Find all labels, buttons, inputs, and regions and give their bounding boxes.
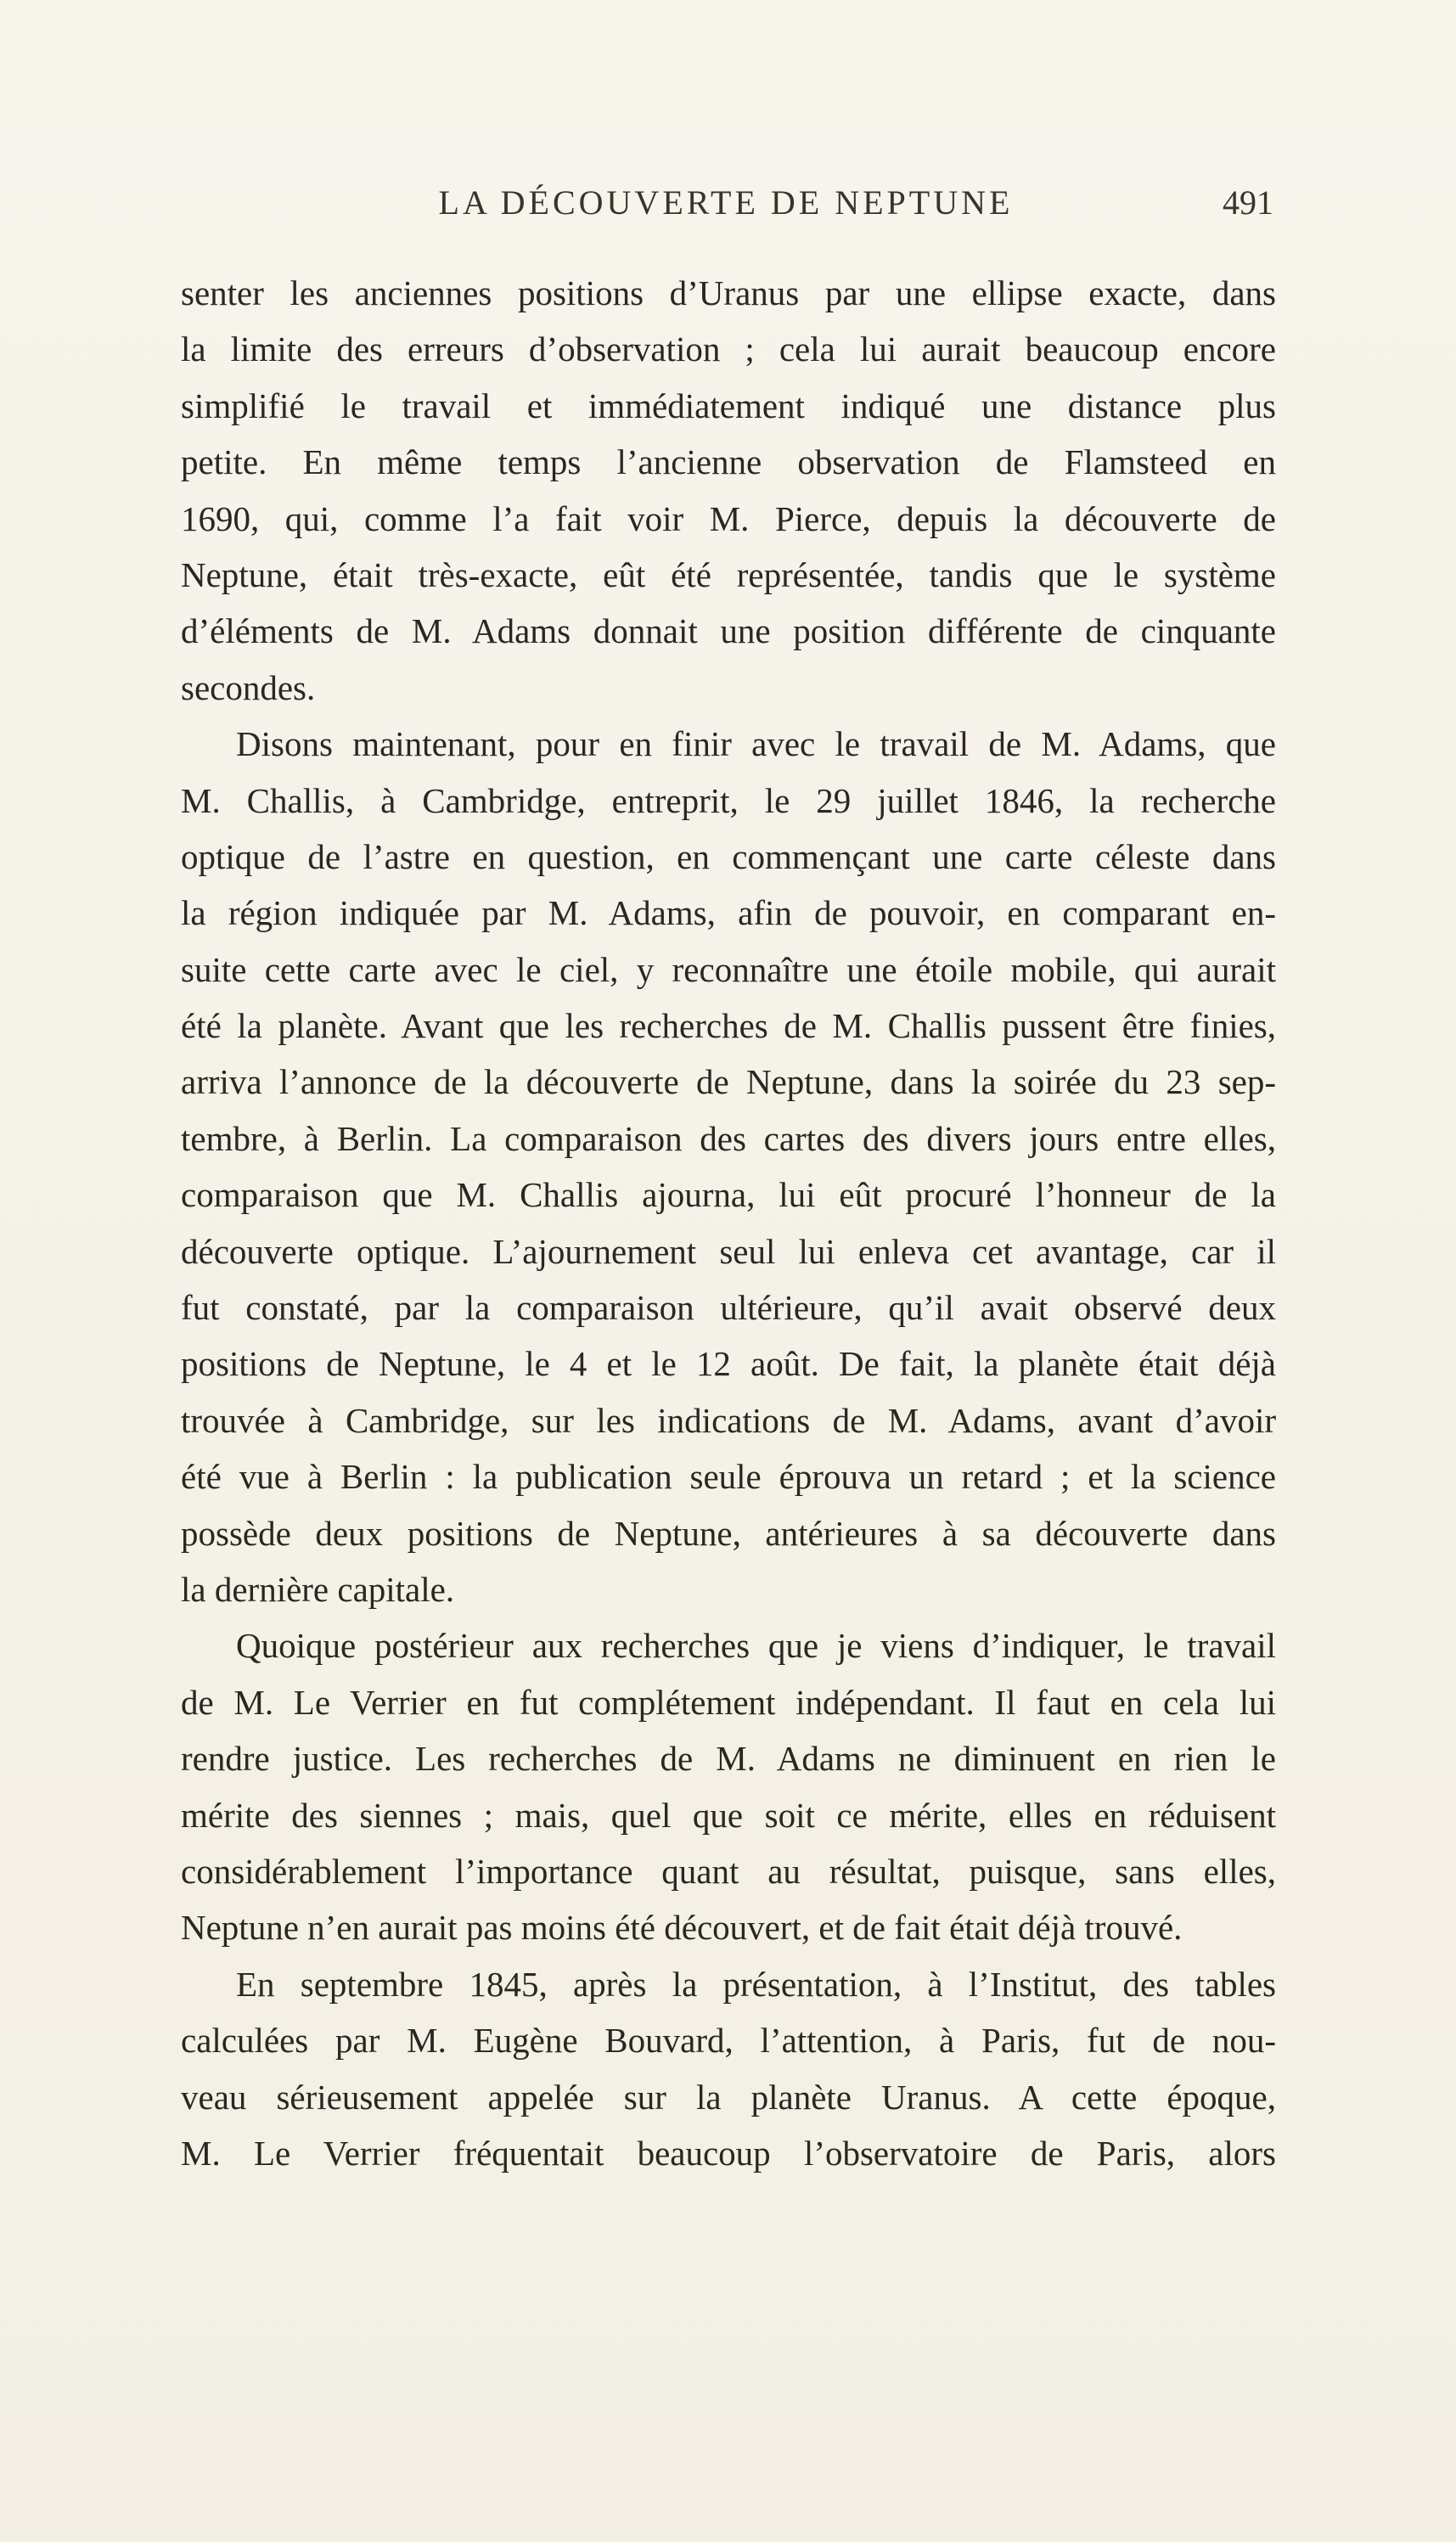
text-line: rendre justice. Les recherches de M. Adams ne diminuent en rien le (181, 1739, 1276, 1779)
text-line: la région indiquée par M. Adams, afin de pouvoir, en comparant en- (181, 893, 1276, 933)
text-line: positions de Neptune, le 4 et le 12 août. De fait, la planète était déjà (181, 1344, 1276, 1384)
running-title: LA DÉCOUVERTE DE NEPTUNE (438, 183, 1014, 222)
text-line: 1690, qui, comme l’a fait voir M. Pierce, depuis la découverte de (181, 498, 1276, 538)
text-line: Quoique postérieur aux recherches que je viens d’indiquer, le travail (236, 1626, 1276, 1666)
text-line: comparaison que M. Challis ajourna, lui eût procuré l’honneur de la (181, 1175, 1276, 1215)
text-line: M. Challis, à Cambridge, entreprit, le 29 juillet 1846, la recherche (181, 780, 1276, 820)
page-number: 491 (1223, 183, 1273, 222)
text-line: la dernière capitale. (181, 1569, 455, 1609)
text-line: Neptune n’en aurait pas moins été découvert, et de fait était déjà trouvé. (181, 1908, 1183, 1948)
text-line: optique de l’astre en question, en commençant une carte céleste dans (181, 836, 1276, 876)
running-head (178, 183, 1273, 233)
text-line: Disons maintenant, pour en finir avec le travail de M. Adams, que (236, 724, 1276, 764)
text-line: M. Le Verrier fréquentait beaucoup l’observatoire de Paris, alors (181, 2133, 1276, 2173)
text-line: En septembre 1845, après la présentation, à l’Institut, des tables (236, 1964, 1276, 2004)
text-line: découverte optique. L’ajournement seul lui enleva cet avantage, car il (181, 1231, 1276, 1271)
text-line: été la planète. Avant que les recherches de M. Challis pussent être finies, (181, 1006, 1276, 1046)
text-line: trouvée à Cambridge, sur les indications de M. Adams, avant d’avoir (181, 1400, 1276, 1440)
text-line: la limite des erreurs d’observation ; cela lui aurait beaucoup encore (181, 329, 1276, 369)
text-line: considérablement l’importance quant au résultat, puisque, sans elles, (181, 1851, 1276, 1891)
text-line: d’éléments de M. Adams donnait une position différente de cinquante (181, 611, 1276, 651)
body-text (181, 265, 1276, 2181)
text-line: veau sérieusement appelée sur la planète Uranus. A cette époque, (181, 2077, 1276, 2117)
text-line: petite. En même temps l’ancienne observation de Flamsteed en (181, 442, 1276, 482)
text-line: arriva l’annonce de la découverte de Neptune, dans la soirée du 23 sep- (181, 1062, 1276, 1102)
text-line: simplifié le travail et immédiatement indiqué une distance plus (181, 385, 1276, 425)
text-line: Neptune, était très-exacte, eût été représentée, tandis que le système (181, 554, 1276, 594)
text-line: possède deux positions de Neptune, antérieures à sa découverte dans (181, 1513, 1276, 1553)
text-line: tembre, à Berlin. La comparaison des cartes des divers jours entre elles, (181, 1118, 1276, 1158)
text-line: mérite des siennes ; mais, quel que soit ce mérite, elles en réduisent (181, 1795, 1276, 1835)
text-line: été vue à Berlin : la publication seule éprouva un retard ; et la science (181, 1457, 1276, 1497)
text-line: fut constaté, par la comparaison ultérieure, qu’il avait observé deux (181, 1288, 1276, 1328)
text-line: senter les anciennes positions d’Uranus par une ellipse exacte, dans (181, 273, 1276, 312)
text-line: suite cette carte avec le ciel, y reconnaître une étoile mobile, qui aurait (181, 949, 1276, 989)
text-line: calculées par M. Eugène Bouvard, l’attention, à Paris, fut de nou- (181, 2021, 1276, 2061)
text-line: de M. Le Verrier en fut complétement indépendant. Il faut en cela lui (181, 1682, 1276, 1722)
text-line: secondes. (181, 667, 316, 707)
